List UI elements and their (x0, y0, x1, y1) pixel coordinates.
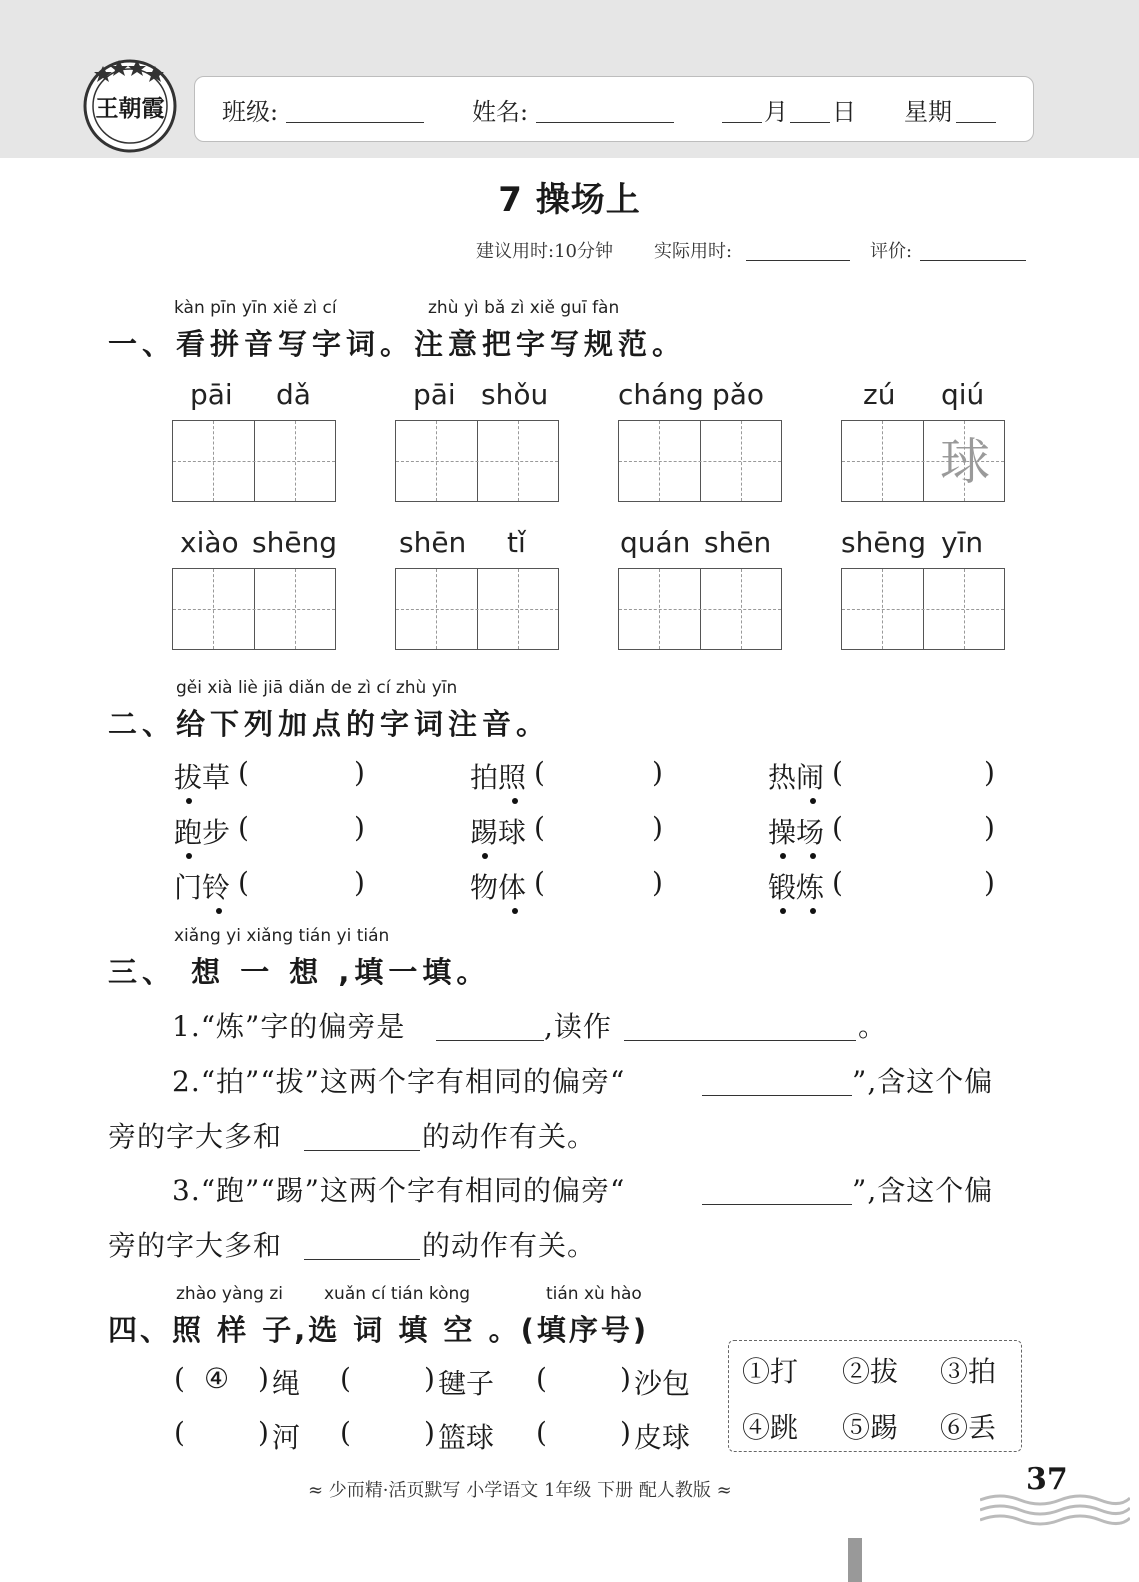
open-paren: ( (832, 866, 843, 899)
close-paren: ) (984, 811, 995, 844)
open-paren: ( (174, 1362, 185, 1395)
writing-grid[interactable] (395, 420, 559, 502)
open-paren: ( (534, 756, 545, 789)
grid-pinyin-2: shēng (252, 526, 338, 559)
emphasis-dot (512, 798, 518, 804)
grid-sample-char (701, 575, 783, 645)
close-paren: ) (984, 756, 995, 789)
option-item: ②拔 (842, 1355, 899, 1388)
writing-grid[interactable] (618, 568, 782, 650)
grid-pinyin-1: xiào (180, 526, 239, 559)
phonetic-word: 拍照 (470, 761, 527, 794)
option-item: ④跳 (742, 1411, 799, 1444)
q1-reading-blank[interactable] (624, 1008, 856, 1041)
option-item: ⑤踢 (842, 1411, 899, 1444)
evaluation-field[interactable] (920, 236, 1026, 261)
section4-title: 四、照 样 子,选 词 填 空 。(填序号) (108, 1313, 650, 1347)
open-paren: ( (832, 811, 843, 844)
writing-grid[interactable] (841, 568, 1005, 650)
fill-answer-field[interactable] (552, 1366, 616, 1398)
fill-item-word: 绳 (272, 1367, 301, 1400)
option-item: ①打 (742, 1355, 799, 1388)
weekday-label: 星期 (904, 98, 952, 126)
lesson-title: 7 操场上 (498, 180, 641, 220)
emphasis-dot (482, 853, 488, 859)
close-paren: ) (620, 1362, 631, 1395)
close-paren: ) (984, 866, 995, 899)
fill-answer-field[interactable] (190, 1420, 254, 1452)
brand-logo (82, 58, 178, 154)
phonetic-answer-field[interactable] (848, 870, 982, 902)
open-paren: ( (536, 1416, 547, 1449)
name-field[interactable] (536, 94, 674, 123)
close-paren: ) (258, 1416, 269, 1449)
phonetic-answer-field[interactable] (254, 815, 352, 847)
section4-pinyin-c: tián xù hào (546, 1284, 642, 1304)
logo-text: 王朝霞 (95, 95, 165, 122)
page-edge-tab (848, 1538, 862, 1582)
grid-pinyin-1: pāi (413, 378, 456, 411)
emphasis-dot (810, 908, 816, 914)
grid-pinyin-2: tǐ (507, 526, 526, 559)
phonetic-word: 锻炼 (768, 871, 825, 904)
close-paren: ) (424, 1362, 435, 1395)
open-paren: ( (534, 811, 545, 844)
writing-grid[interactable] (172, 420, 336, 502)
fill-item-word: 河 (272, 1421, 301, 1454)
emphasis-dot (810, 798, 816, 804)
close-paren: ) (354, 866, 365, 899)
open-paren: ( (238, 866, 249, 899)
option-item: ③拍 (940, 1355, 997, 1388)
grid-pinyin-2: shēn (704, 526, 772, 559)
fill-item-word: 篮球 (438, 1421, 495, 1454)
grid-pinyin-2: pǎo (712, 378, 765, 411)
q2-text-b: ”,含这个偏 (852, 1065, 994, 1098)
wave-decoration (980, 1490, 1130, 1534)
phonetic-word: 操场 (768, 816, 825, 849)
fill-item-word: 皮球 (634, 1421, 691, 1454)
q3-text-c: 旁的字大多和 (108, 1229, 283, 1262)
grid-pinyin-1: pāi (190, 378, 233, 411)
grid-sample-char (255, 427, 337, 497)
q2-action-blank[interactable] (304, 1118, 420, 1151)
section1-pinyin-b: zhù yì bǎ zì xiě guī fàn (428, 298, 620, 318)
section3-title: 三、 想 一 想 ,填一填。 (108, 955, 491, 989)
page-number: 37 (1026, 1462, 1068, 1497)
grid-sample-char (478, 427, 560, 497)
q2-text-a: 2.“拍”“拔”这两个字有相同的偏旁“ (172, 1065, 626, 1098)
evaluation-label: 评价: (870, 241, 913, 262)
open-paren: ( (534, 866, 545, 899)
option-item: ⑥丢 (940, 1411, 997, 1444)
emphasis-dot (780, 853, 786, 859)
q3-text-b: ”,含这个偏 (852, 1174, 994, 1207)
grid-sample-char (478, 575, 560, 645)
close-paren: ) (620, 1416, 631, 1449)
close-paren: ) (652, 811, 663, 844)
emphasis-dot (186, 798, 192, 804)
section3-pinyin: xiǎng yi xiǎng tián yi tián (174, 926, 390, 946)
grid-sample-char (924, 575, 1006, 645)
grid-pinyin-2: shǒu (481, 378, 549, 411)
section1-pinyin-a: kàn pīn yīn xiě zì cí (174, 298, 337, 318)
phonetic-word: 踢球 (470, 816, 527, 849)
q1-radical-blank[interactable] (436, 1008, 544, 1041)
grid-pinyin-2: qiú (941, 378, 985, 411)
name-label: 姓名: (472, 98, 529, 126)
q1-text-c: 。 (858, 1010, 888, 1043)
emphasis-dot (780, 908, 786, 914)
open-paren: ( (536, 1362, 547, 1395)
writing-grid[interactable] (395, 568, 559, 650)
example-answer: ④ (204, 1362, 230, 1395)
footer-text: ≈ 少而精·活页默写 小学语文 1年级 下册 配人教版 ≈ (308, 1480, 732, 1501)
close-paren: ) (424, 1416, 435, 1449)
phonetic-word: 门铃 (174, 871, 231, 904)
weekday-field[interactable] (956, 94, 996, 123)
open-paren: ( (832, 756, 843, 789)
open-paren: ( (238, 756, 249, 789)
emphasis-dot (810, 853, 816, 859)
q3-text-d: 的动作有关。 (422, 1229, 597, 1262)
section2-pinyin: gěi xià liè jiā diǎn de zì cí zhù yīn (176, 678, 458, 698)
q3-radical-blank[interactable] (702, 1172, 852, 1205)
fill-answer-field[interactable] (552, 1420, 616, 1452)
phonetic-answer-field[interactable] (254, 870, 352, 902)
class-label: 班级: (222, 98, 279, 126)
grid-pinyin-1: shēng (841, 526, 927, 559)
q2-text-c: 旁的字大多和 (108, 1120, 283, 1153)
actual-time-label: 实际用时: (654, 241, 733, 262)
phonetic-answer-field[interactable] (848, 760, 982, 792)
open-paren: ( (238, 811, 249, 844)
month-field[interactable] (722, 94, 762, 123)
grid-sample-char: 球 (940, 433, 990, 491)
open-paren: ( (174, 1416, 185, 1449)
day-field[interactable] (790, 94, 830, 123)
suggested-time: 建议用时:10分钟 (476, 241, 613, 262)
phonetic-answer-field[interactable] (848, 815, 982, 847)
fill-answer-field[interactable] (356, 1366, 420, 1398)
emphasis-dot (216, 908, 222, 914)
phonetic-word: 拔草 (174, 761, 231, 794)
grid-pinyin-2: dǎ (276, 378, 311, 411)
q2-radical-blank[interactable] (702, 1063, 852, 1096)
phonetic-answer-field[interactable] (550, 760, 650, 792)
day-label: 日 (832, 98, 856, 126)
month-label: 月 (764, 98, 788, 126)
phonetic-word: 热闹 (768, 761, 825, 794)
close-paren: ) (354, 756, 365, 789)
phonetic-answer-field[interactable] (550, 870, 650, 902)
grid-pinyin-1: shēn (399, 526, 467, 559)
class-field[interactable] (286, 94, 424, 123)
q3-text-a: 3.“跑”“踢”这两个字有相同的偏旁“ (172, 1174, 626, 1207)
close-paren: ) (354, 811, 365, 844)
q1-text-a: 1.“炼”字的偏旁是 (172, 1010, 406, 1043)
fill-answer-field[interactable] (356, 1420, 420, 1452)
fill-item-word: 毽子 (438, 1367, 495, 1400)
emphasis-dot (512, 908, 518, 914)
close-paren: ) (652, 866, 663, 899)
writing-grid[interactable] (618, 420, 782, 502)
close-paren: ) (652, 756, 663, 789)
close-paren: ) (258, 1362, 269, 1395)
grid-pinyin-1: zú (863, 378, 896, 411)
q2-text-d: 的动作有关。 (422, 1120, 597, 1153)
grid-sample-char (255, 575, 337, 645)
open-paren: ( (340, 1362, 351, 1395)
grid-sample-char (701, 427, 783, 497)
grid-pinyin-2: yīn (941, 526, 984, 559)
section4-pinyin-b: xuǎn cí tián kòng (324, 1284, 471, 1304)
section2-title: 二、给下列加点的字词注音。 (108, 707, 551, 741)
q1-text-b: ,读作 (544, 1010, 612, 1043)
emphasis-dot (186, 853, 192, 859)
phonetic-answer-field[interactable] (254, 760, 352, 792)
grid-pinyin-1: cháng (618, 378, 704, 411)
phonetic-word: 跑步 (174, 816, 231, 849)
writing-grid[interactable] (172, 568, 336, 650)
grid-pinyin-1: quán (620, 526, 691, 559)
q3-action-blank[interactable] (304, 1227, 420, 1260)
section1-title: 一、看拼音写字词。注意把字写规范。 (108, 327, 687, 361)
section4-pinyin-a: zhào yàng zi (176, 1284, 284, 1304)
phonetic-word: 物体 (470, 871, 527, 904)
writing-grid[interactable] (841, 420, 1005, 502)
phonetic-answer-field[interactable] (550, 815, 650, 847)
fill-item-word: 沙包 (634, 1367, 691, 1400)
open-paren: ( (340, 1416, 351, 1449)
actual-time-field[interactable] (746, 236, 850, 261)
